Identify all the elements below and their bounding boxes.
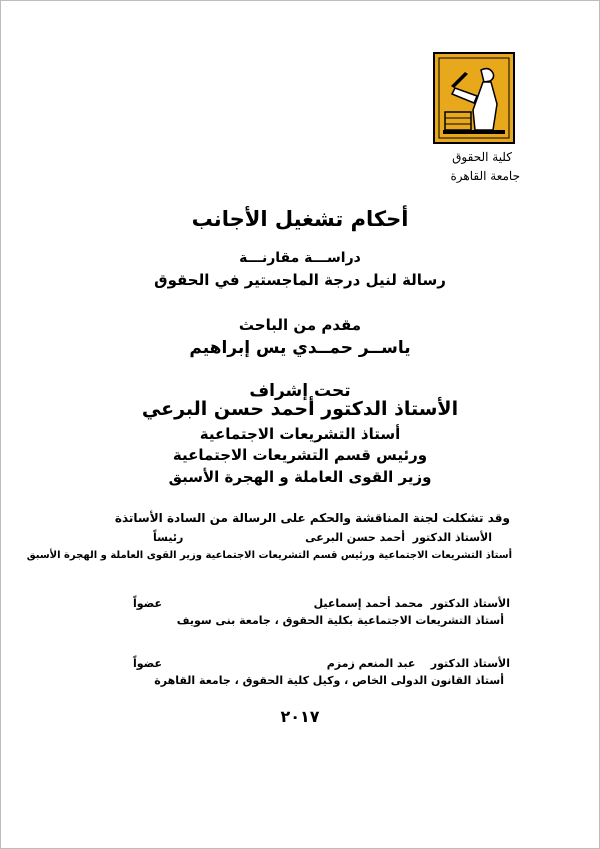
committee-member-desc: أستاذ التشريعات الاجتماعية ورئيس قسم التشريعات الاجتماعية وزير القوى العاملة و الهجرة الأسبق xyxy=(26,550,512,561)
thesis-title: أحكام تشغيل الأجانب xyxy=(191,207,409,231)
committee-member-name xyxy=(327,657,510,670)
year: ٢٠١٧ xyxy=(280,707,320,726)
supervisor-title: ورئيس قسم التشريعات الاجتماعية xyxy=(172,446,428,464)
supervision-label: تحت إشراف xyxy=(249,381,351,401)
committee-member-desc: أستاذ التشريعات الاجتماعية بكلية الحقوق ، جامعة بنى سويف xyxy=(176,614,504,627)
university-name: جامعة القاهرة xyxy=(450,169,520,183)
researcher-name: ياســر حمــدي يس إبراهيم xyxy=(189,338,411,358)
supervisor-title: وزير القوى العاملة و الهجرة الأسبق xyxy=(168,468,432,486)
committee-member-role: عضواً xyxy=(133,657,163,670)
committee-member-role: عضواً xyxy=(133,597,163,610)
committee-intro: وقد تشكلت لجنة المناقشة والحكم على الرسالة من السادة الأساتذة xyxy=(114,511,510,525)
member-name: محمد أحمد إسماعيل xyxy=(313,597,424,610)
study-type: دراســـة مقارنـــة xyxy=(239,250,361,266)
presented-by-label: مقدم من الباحث xyxy=(238,316,362,334)
member-name: عبد المنعم زمزم xyxy=(326,657,416,670)
thesis-purpose: رسالة لنيل درجة الماجستير في الحقوق xyxy=(154,271,446,289)
member-name: أحمد حسن البرعى xyxy=(305,531,406,544)
committee-member-name xyxy=(314,597,510,610)
supervisor-name: الأستاذ الدكتور أحمد حسن البرعي xyxy=(141,398,459,420)
member-prefix: الأستاذ الدكتور xyxy=(430,597,510,610)
cairo-university-emblem-icon xyxy=(433,52,515,144)
committee-member-name xyxy=(305,531,492,544)
member-prefix: الأستاذ الدكتور xyxy=(430,657,510,670)
committee-member-desc: أستاذ القانون الدولى الخاص ، وكيل كلية الحقوق ، جامعة القاهرة xyxy=(154,674,504,687)
faculty-name: كلية الحقوق xyxy=(452,150,512,164)
supervisor-title: أستاذ التشريعات الاجتماعية xyxy=(199,425,401,443)
committee-member-role: رئيساً xyxy=(153,531,184,544)
member-prefix: الأستاذ الدكتور xyxy=(412,531,492,544)
